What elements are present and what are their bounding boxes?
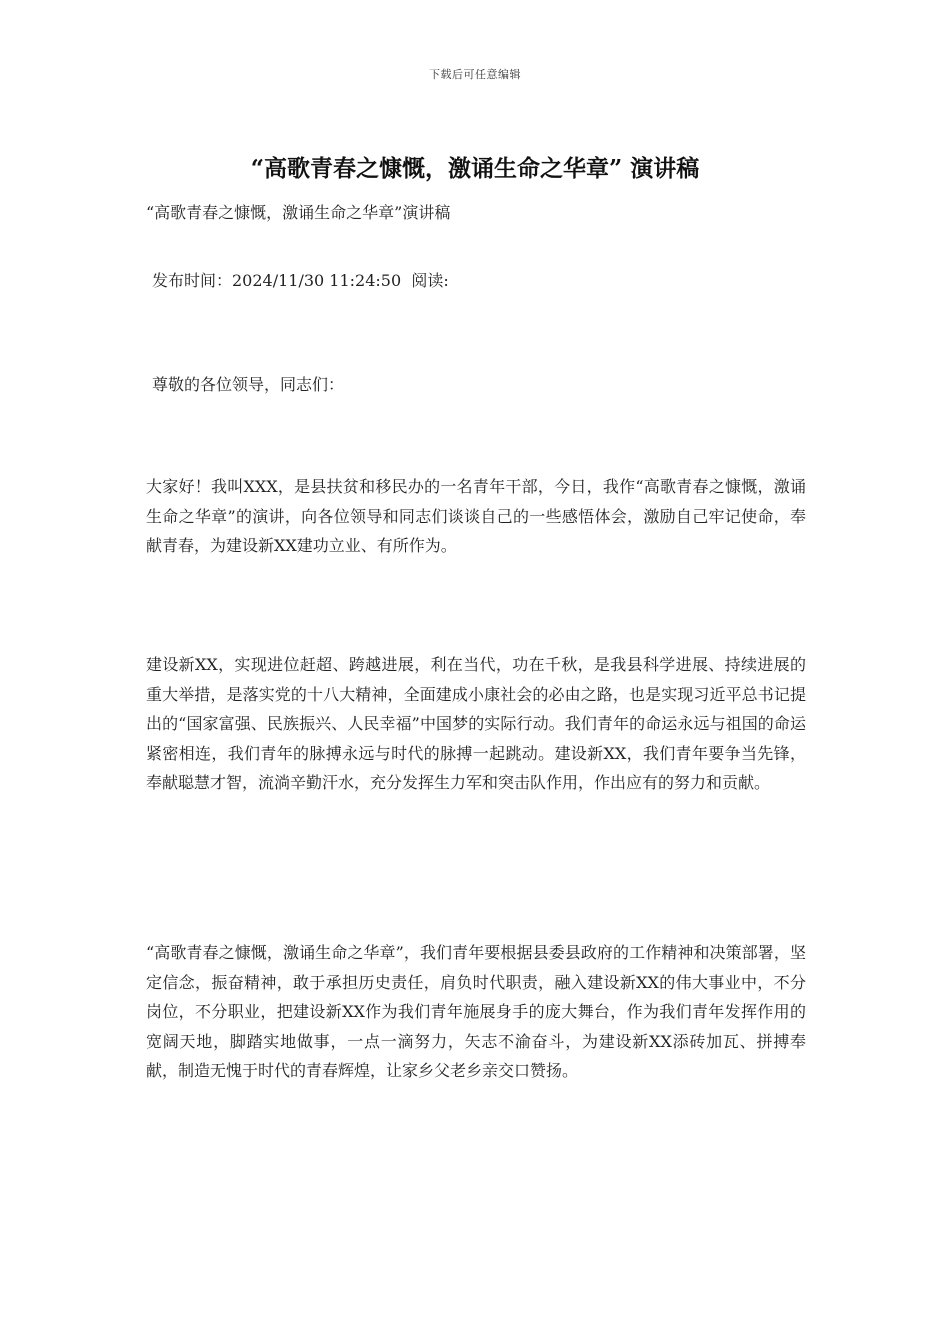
document-title: “高歌青春之慷慨，激诵生命之华章” 演讲稿 [250, 155, 700, 182]
header-note: 下载后可任意编辑 [429, 68, 521, 81]
publish-info: 发布时间：2024/11/30 11:24:50 阅读: [152, 271, 449, 290]
greeting: 尊敬的各位领导，同志们： [152, 375, 345, 394]
paragraph-3: “高歌青春之慷慨，激诵生命之华章”，我们青年要根据县委县政府的工作精神和决策部署，坚定信念，振奋精神，敢于承担历史责任，肩负时代职责，融入建设新XX的伟大事业中，不分岗位，不分职业，把建设新XX作为我们青年施展身手的庞大舞台，作为我们青年发挥作用的宽阔天地，脚踏实地做事，一点一滴努力，矢志不渝奋斗，为建设新XX添砖加瓦、拼搏奉献，制造无愧于时代的青春辉煌，让家乡父老乡亲交口赞扬。 [146, 943, 806, 1080]
paragraph-2: 建设新XX，实现进位赶超、跨越进展，利在当代，功在千秋，是我县科学进展、持续进展的重大举措，是落实党的十八大精神，全面建成小康社会的必由之路，也是实现习近平总书记提出的“国家富强、民族振兴、人民幸福”中国梦的实际行动。我们青年的命运永远与祖国的命运紧密相连，我们青年的脉搏永远与时代的脉搏一起跳动。建设新XX，我们青年要争当先锋，奉献聪慧才智，流淌辛勤汗水，充分发挥生力军和突击队作用，作出应有的努力和贡献。 [146, 655, 806, 792]
paragraph-1: 大家好！我叫XXX，是县扶贫和移民办的一名青年干部，今日，我作“高歌青春之慷慨，激诵生命之华章”的演讲，向各位领导和同志们谈谈自己的一些感悟体会，激励自己牢记使命，奉献青春，为建设新XX建功立业、有所作为。 [146, 477, 806, 555]
document-subtitle: “高歌青春之慷慨，激诵生命之华章”演讲稿 [146, 203, 451, 222]
